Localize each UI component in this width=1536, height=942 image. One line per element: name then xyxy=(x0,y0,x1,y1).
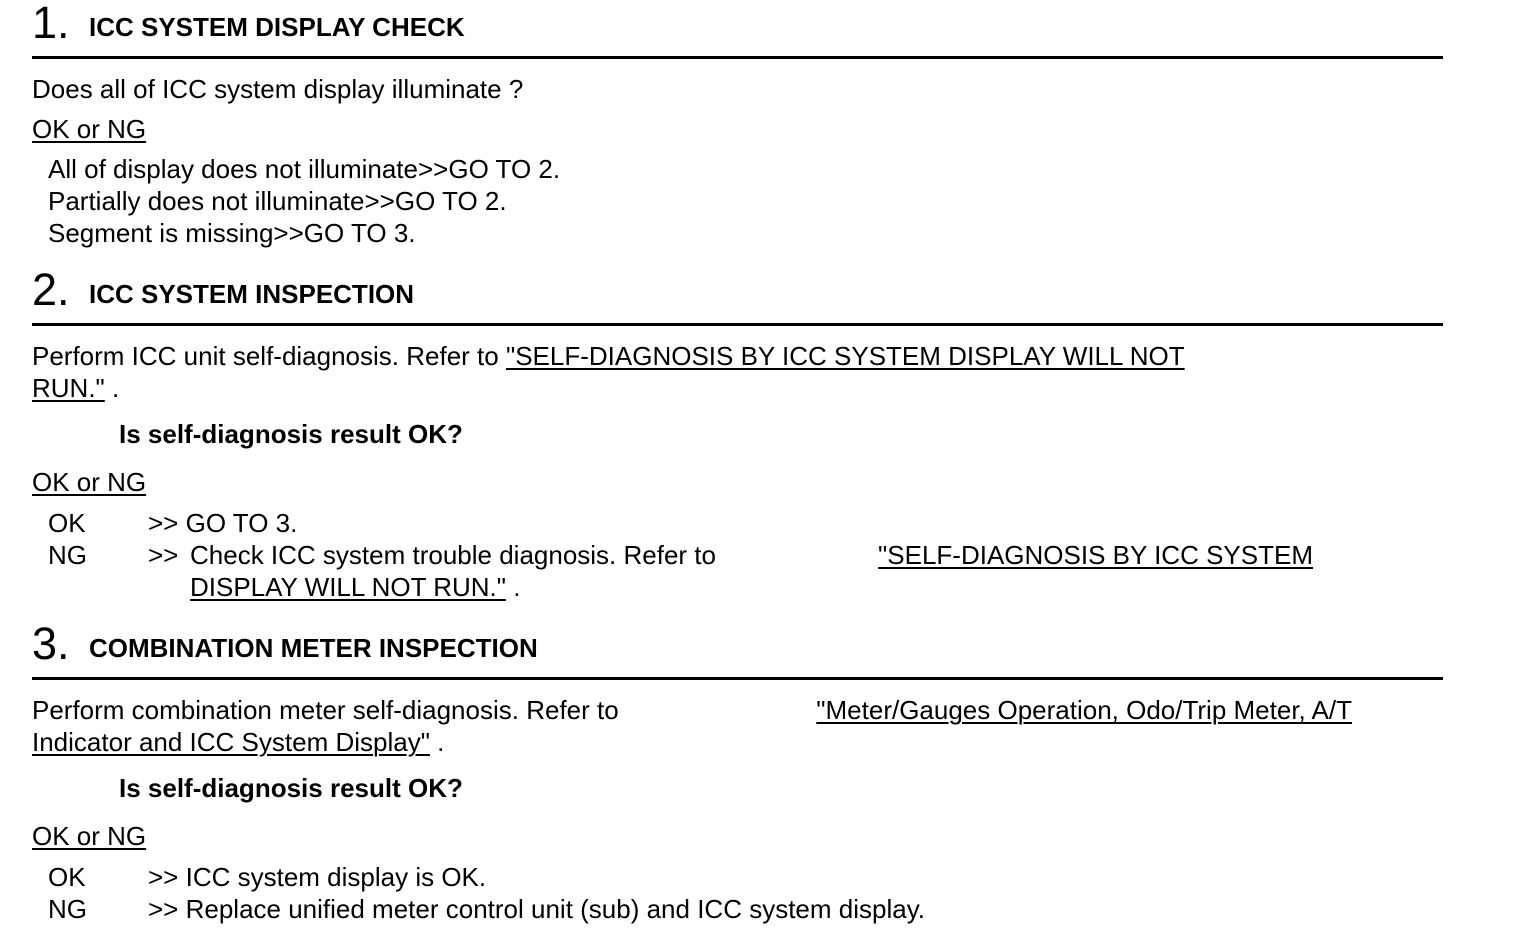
step-1-question: Does all of ICC system display illuminate ? xyxy=(32,74,524,104)
step-3-instruction-suffix: . xyxy=(437,727,445,757)
step-3-ok-ng-label: OK or NG xyxy=(32,821,147,851)
step-2-ok-result: >> GO TO 3. xyxy=(148,508,298,538)
step-1-result-1: All of display does not illuminate>>GO TO 2. xyxy=(48,154,561,184)
step-3-ng-result: >> Replace unified meter control unit (sub) and ICC system display. xyxy=(148,894,925,924)
step-1-result-2: Partially does not illuminate>>GO TO 2. xyxy=(48,186,507,216)
step-2-instruction-prefix: Perform ICC unit self-diagnosis. Refer to xyxy=(32,341,499,371)
step-2-ng-label: NG xyxy=(48,540,87,570)
step-2-instruction-line-2 xyxy=(32,372,119,404)
step-2-ng-self-diagnosis-link[interactable]: "SELF-DIAGNOSIS BY ICC SYSTEM xyxy=(878,540,1313,570)
step-2-self-diagnosis-link[interactable]: "SELF-DIAGNOSIS BY ICC SYSTEM DISPLAY WILL NOT xyxy=(505,341,1185,371)
step-2-self-diagnosis-link-cont[interactable]: RUN." xyxy=(32,373,105,403)
step-2-ng-self-diagnosis-link-cont[interactable]: DISPLAY WILL NOT RUN." xyxy=(190,572,507,602)
step-3-ok-label: OK xyxy=(48,862,86,892)
step-2-ng-result-line-1 xyxy=(190,539,1313,571)
step-3-number: 3. xyxy=(32,618,70,669)
step-2-question: Is self-diagnosis result OK? xyxy=(119,419,463,449)
step-3-instruction-prefix: Perform combination meter self-diagnosis. Refer to xyxy=(32,695,619,725)
step-1-number: 1. xyxy=(32,0,70,48)
step-1-result-3: Segment is missing>>GO TO 3. xyxy=(48,218,416,248)
step-3-meter-gauges-link-cont[interactable]: Indicator and ICC System Display" xyxy=(32,727,430,757)
step-2-instruction-line-1 xyxy=(32,340,1185,372)
step-2-ok-label: OK xyxy=(48,508,86,538)
step-1-divider xyxy=(32,56,1443,59)
step-2-ng-result-line-2 xyxy=(190,571,520,603)
step-3-instruction-line-2 xyxy=(32,726,444,758)
step-3-ok-result: >> ICC system display is OK. xyxy=(148,862,487,892)
step-3-ng-label: NG xyxy=(48,894,87,924)
step-3-question: Is self-diagnosis result OK? xyxy=(119,773,463,803)
step-2-divider xyxy=(32,323,1443,326)
step-1-title: ICC SYSTEM DISPLAY CHECK xyxy=(89,12,465,42)
step-1-ok-ng-label: OK or NG xyxy=(32,114,147,144)
step-2-title: ICC SYSTEM INSPECTION xyxy=(89,279,415,309)
step-2-ok-ng-label: OK or NG xyxy=(32,467,147,497)
step-3-divider xyxy=(32,677,1443,680)
step-3-meter-gauges-link[interactable]: "Meter/Gauges Operation, Odo/Trip Meter, A/T xyxy=(816,695,1352,725)
step-3-title: COMBINATION METER INSPECTION xyxy=(89,633,538,663)
step-2-ng-result-text: Check ICC system trouble diagnosis. Refer to xyxy=(190,540,716,570)
step-2-ng-suffix: . xyxy=(513,572,521,602)
step-2-ng-arrow: >> xyxy=(148,540,179,570)
step-2-instruction-suffix: . xyxy=(112,373,120,403)
step-3-instruction-line-1 xyxy=(32,694,1352,726)
step-2-number: 2. xyxy=(32,264,70,315)
